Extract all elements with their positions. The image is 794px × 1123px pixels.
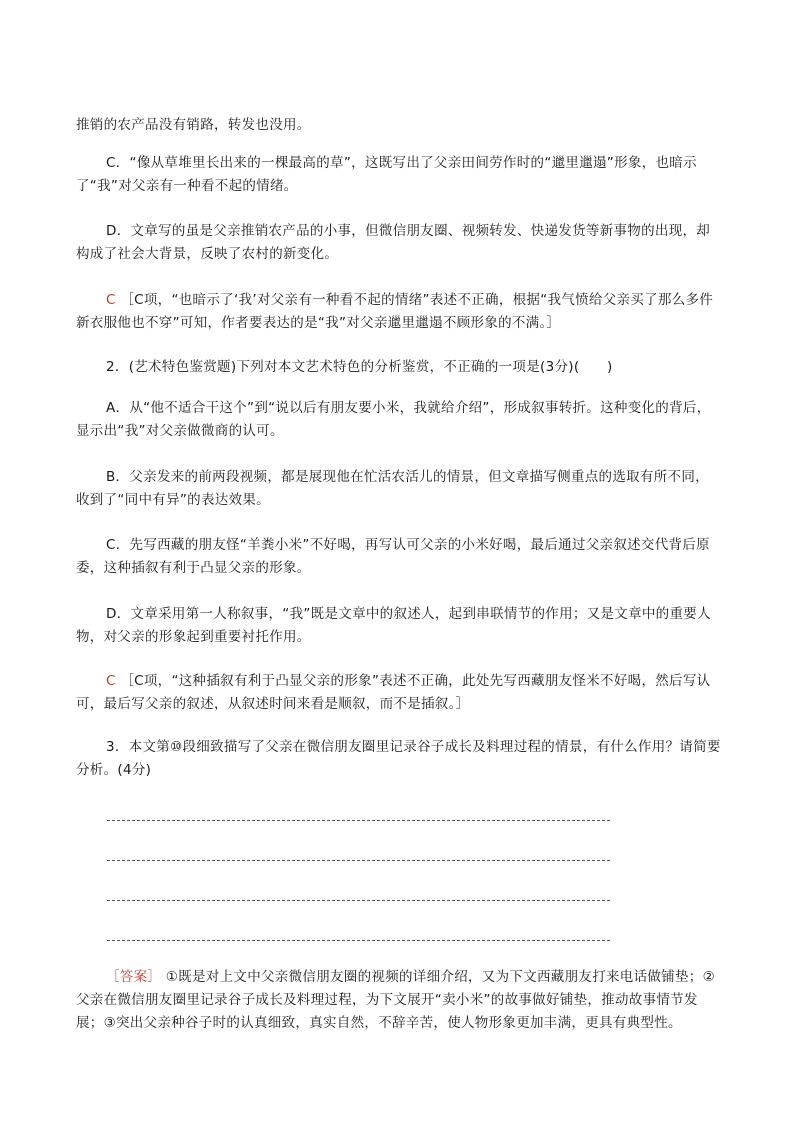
question-2-option-d: D．文章采用第一人称叙事，“我”既是文章中的叙述人，起到串联情节的作用；又是文章中的重要人物，对父亲的形象起到重要衬托作用。 [76,606,711,645]
answer-2-letter: C [106,673,116,689]
answer-line [107,940,610,941]
answer-line [107,820,610,821]
question-2-option-c: C．先写西藏的朋友怪“羊粪小米”不好喝，再写认可父亲的小米好喝，最后通过父亲叙述交代背后原委，这种插叙有利于凸显父亲的形象。 [76,537,710,576]
question-2-option-b: B．父亲发来的前两段视频，都是展现他在忙活农活儿的情景，但文章描写侧重点的选取有所不同，收到了“同中有异”的表达效果。 [76,469,709,508]
answer-3 [76,966,721,1035]
paragraph-continuation: 推销的农产品没有销路，转发也没用。 [76,117,311,133]
question-2: 2．(艺术特色鉴赏题)下列对本文艺术特色的分析鉴赏，不正确的一项是(3分)( ) [106,359,613,375]
answer-line [107,900,610,901]
option-d: D．文章写的虽是父亲推销农产品的小事，但微信朋友圈、视频转发、快递发货等新事物的出现，却构成了社会大背景，反映了农村的新变化。 [76,223,711,262]
answer-1-letter: C [106,292,116,308]
answer-3-label: ［答案］ [106,969,162,985]
answer-1-explanation: ［C项，“也暗示了‘我’对父亲有一种看不起的情绪”表述不正确，根据“我气愤给父亲买了那么多件新衣服他也不穿”可知，作者要表达的是“我”对父亲邋里邋遢不顾形象的不满。］ [76,292,714,331]
question-2-option-a: A．从“他不适合干这个”到“说以后有朋友要小米，我就给介绍”，形成叙事转折。这种变化的背后，显示出“我”对父亲做微商的认可。 [76,400,711,439]
answer-line [107,860,610,861]
answer-1 [76,289,721,335]
answer-2-explanation: ［C项，“这种插叙有利于凸显父亲的形象”表述不正确，此处先写西藏朋友怪米不好喝，然后写认可，最后写父亲的叙述，从叙述时间来看是顺叙，而不是插叙。］ [76,673,711,712]
answer-3-text: ①既是对上文中父亲微信朋友圈的视频的详细介绍，又为下文西藏朋友打来电话做铺垫；②父亲在微信朋友圈里记录谷子成长及料理过程，为下文展开“卖小米”的故事做好铺垫，推动故事情节发展；③突出父亲种谷子时的认真细致，真实自然，不辞辛苦，使人物形象更加丰满，更具有典型性。 [76,969,716,1031]
question-3: 3．本文第⑩段细致描写了父亲在微信朋友圈里记录谷子成长及料理过程的情景，有什么作用？请简要分析。(4分) [76,739,721,778]
answer-2 [76,670,721,716]
option-c: C．“像从草堆里长出来的一棵最高的草”，这既写出了父亲田间劳作时的“邋里邋遢”形象，也暗示了“我”对父亲有一种看不起的情绪。 [76,155,697,194]
